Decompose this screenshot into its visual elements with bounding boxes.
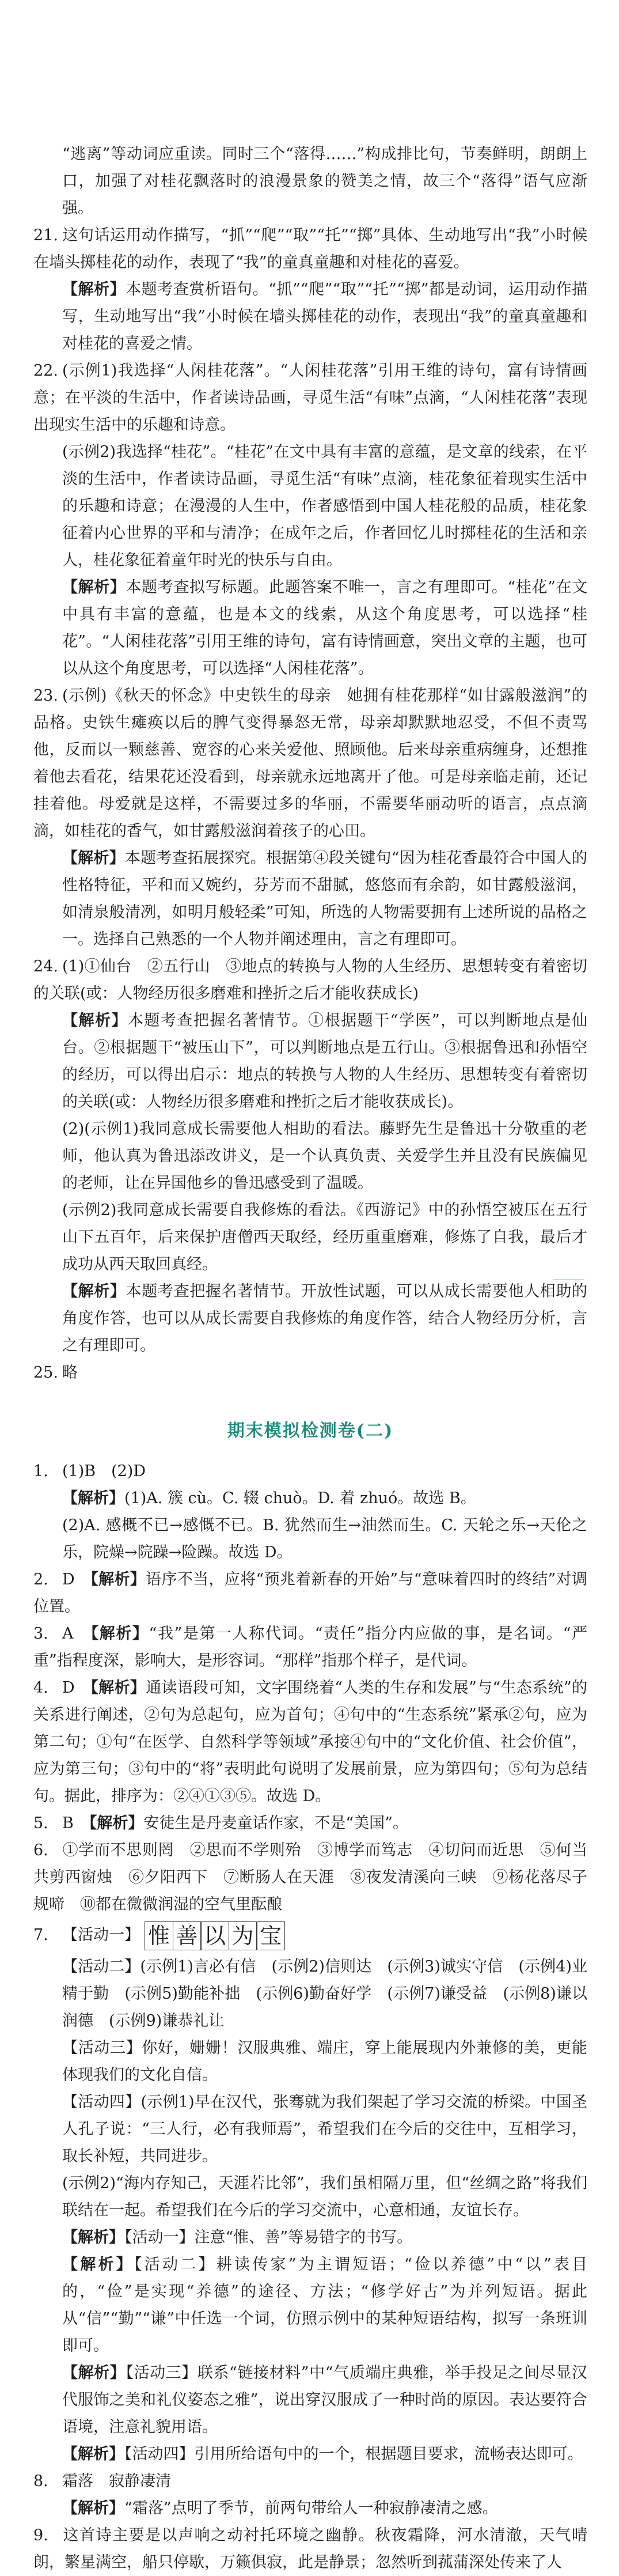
motto-char: 惟 xyxy=(145,1921,173,1950)
text-line: (2)A. 感概不已→感慨不已。B. 犹然而生→油然而生。C. 天轮之乐→天伦之乐，院燥→院躁→险躁。故选 D。 xyxy=(62,1516,587,1561)
activity-4: 【活动四】(示例1)早在汉代，张骞就为我们架起了学习交流的桥梁。中国圣人孔子说：“三人行，必有我师焉”，希望我们在今后的交往中，互相学习，取长补短，共同进步。 xyxy=(62,2093,587,2165)
question-22: 22. (示例1)我选择“人闲桂花落”。“人闲桂花落”引用王维的诗句，富有诗情画意；在平淡的生活中，作者读诗品画，寻觅生活“有味”点滴，“人闲桂花落”表现出现实生活中的乐趣和诗意。 xyxy=(33,362,587,434)
text-line: (2)(示例1)我同意成长需要他人相助的看法。藤野先生是鲁迅十分敬重的老师，他认真为鲁迅添改讲义，是一个认真负责、关爱学生并且没有民族偏见的老师，让在异国他乡的鲁迅感受到了温暖。 xyxy=(62,1120,587,1192)
divider xyxy=(553,1279,584,1280)
activity-3: 【活动三】你好，姗姗！汉服典雅、端庄，穿上能展现内外兼修的美，更能体现我们的文化自信。 xyxy=(62,2038,587,2084)
text-line: “逃离”等动词应重读。同时三个“落得……”构成排比句，节奏鲜明，朗朗上口，加强了对桂花飘落时的浪漫景象的赞美之情，故三个“落得”语气应渐强。 xyxy=(62,145,587,217)
analysis-7-a2: 【解析】【活动二】耕读传家”为主谓短语；“俭以养德”中“以”表目的，“俭”是实现“养德”的途径、方法；“修学好古”为并列短语。据此从“信”“勤”“谦”中任选一个词，仿照示例中的某种短语结构，拟写一条班训即可。 xyxy=(62,2255,588,2355)
motto-char: 为 xyxy=(229,1921,257,1950)
analysis-7-a4: 【解析】【活动四】引用所给语句中的一个，根据题目要求，流畅表达即可。 xyxy=(62,2445,583,2463)
question-7: 7. 【活动一】 惟 善 以 为 宝 xyxy=(33,1918,587,1953)
text-line: (示例2)我同意成长需要自我修炼的看法。《西游记》中的孙悟空被压在五行山下五百年，后来保护唐僧西天取经，经历重重磨难，修炼了自我，最后才成功从西天取回真经。 xyxy=(62,1201,587,1273)
motto-char: 以 xyxy=(200,1921,229,1950)
analysis-24: 【解析】本题考查把握名著情节。①根据题干“学医”，可以判断地点是仙台。②根据题干“被压山下”，可以判断地点是五行山。③根据鲁迅和孙悟空的经历，可以得出启示：地点的转换与人物的人生经历、思想转变有着密切的关联(或：人物经历很多磨难和挫折之后才能收获成长)。 xyxy=(62,1012,588,1111)
analysis-21: 【解析】本题考查赏析语句。“抓”“爬”“取”“托”“掷”都是动词，运用动作描写，生动地写出“我”小时候在墙头掷桂花的动作，表现出“我”的童真童趣和对桂花的喜爱之情。 xyxy=(62,281,588,353)
motto-boxes xyxy=(145,1919,284,1953)
question-24: 24. (1)①仙台 ②五行山 ③地点的转换与人物的人生经历、思想转变有着密切的关联(或：人物经历很多磨难和挫折之后才能收获成长) xyxy=(33,958,587,1003)
analysis-7-a3: 【解析】【活动三】联系“链接材料”中“气质端庄典雅，举手投足之间尽显汉代服饰之美和礼仪姿态之雅”，说出穿汉服成了一种时尚的原因。表达要符合语境，注意礼貌用语。 xyxy=(62,2363,587,2436)
analysis-22: 【解析】本题考查拟写标题。此题答案不唯一，言之有理即可。“桂花”在文中具有丰富的意蕴，也是本文的线索，从这个角度思考，可以选择“桂花”。“人闲桂花落”引用王维的诗句，富有诗情画意，突出文章的主题，也可以从这个角度思考，可以选择“人闲桂花落”。 xyxy=(62,578,588,678)
question-4: 4. D 【解析】通读语段可知，文字围绕着“人类的生存和发展”与“生态系统”的关系进行阐述，②句为总起句，应为首句；④句中的“生态系统”紧承②句，应为第二句；①句“在医学、自然科学等领域”承接④句中的“文化价值、社会价值”，应为第三句；③句中的“将”表明此句说明了发展前景，应为第四句；⑤句为总结句。据此，排序为：②④①③⑤。故选 D。 xyxy=(33,1679,588,1805)
text-line: (示例2)“海内存知己，天涯若比邻”，我们虽相隔万里，但“丝绸之路”将我们联结在一起。希望我们在今后的学习交流中，心意相通，友谊长存。 xyxy=(62,2174,587,2219)
analysis-8: 【解析】“霜落”点明了季节，前两句带给人一种寂静凄清之感。 xyxy=(62,2499,498,2517)
question-2: 2. D 【解析】语序不当，应将“预兆着新春的开始”与“意味着四时的终结”对调位置。 xyxy=(33,1571,588,1616)
analysis-24b: 【解析】本题考查把握名著情节。开放性试题，可以从成长需要他人相助的角度作答，也可以从成长需要自我修炼的角度作答，结合人物经历分析，言之有理即可。 xyxy=(62,1283,587,1355)
motto-char: 宝 xyxy=(256,1921,285,1950)
question-23: 23. (示例)《秋天的怀念》中史铁生的母亲 她拥有桂花那样“如甘露般滋润”的品格。史铁生瘫痪以后的脾气变得暴怒无常，母亲却默默地忍受，不但不责骂他，反而以一颗慈善、宽容的心来关爱他、照顾他。后来母亲重病缠身，还想推着他去看花，结果花还没看到，母亲就永远地离开了他。可是母亲临走前，还记挂着他。母爱就是这样，不需要过多的华丽，不需要华丽动听的语言，点点滴滴，如桂花的香气，如甘露般滋润着孩子的心田。 xyxy=(33,687,587,840)
question-6: 6. ①学而不思则罔 ②思而不学则殆 ③博学而笃志 ④切问而近思 ⑤何当共剪西窗烛 ⑥夕阳西下 ⑦断肠人在天涯 ⑧夜发清溪向三峡 ⑨杨花落尽子规啼 ⑩都在微微润湿的空气里酝酿 xyxy=(33,1841,587,1913)
analysis-1: 【解析】(1)A. 簇 cù。C. 辍 chuò。D. 着 zhuó。故选 B。 xyxy=(62,1489,476,1507)
text-line: (示例2)我选择“桂花”。“桂花”在文中具有丰富的意蕴，是文章的线索，在平淡的生活中，作者读诗品画，寻觅生活“有味”点滴，桂花象征着现实生活中的乐趣和诗意；在漫漫的人生中，作者感悟到中国人桂花般的品质，桂花象征着内心世界的平和与清净；在成年之后，作者回忆儿时掷桂花的生活和亲人，桂花象征着童年时光的快乐与自由。 xyxy=(62,443,587,569)
analysis-23: 【解析】本题考查拓展探究。根据第④段关键句“因为桂花香最符合中国人的性格特征，平和而又婉约，芬芳而不甜腻，悠悠而有余韵，如甘露般滋润，如清泉般清冽，如明月般轻柔”可知，所选的人物需要拥有上述所说的品格之一。选择自己熟悉的一个人物并阐述理由，言之有理即可。 xyxy=(62,849,587,948)
question-21: 21. 这句话运用动作描写，“抓”“爬”“取”“托”“掷”具体、生动地写出“我”小时候在墙头掷桂花的动作，表现了“我”的童真童趣和对桂花的喜爱。 xyxy=(33,226,587,271)
question-1: 1. (1)B (2)D xyxy=(33,1462,146,1480)
question-3: 3. A 【解析】“我”是第一人称代词。“责任”指分内应做的事，是名词。“严重”指程度深，影响大，是形容词。“那样”指那个样子，是代词。 xyxy=(33,1625,588,1670)
section-title: 期末模拟检测卷(二) xyxy=(227,1421,394,1441)
activity-2: 【活动二】(示例1)言必有信 (示例2)信则达 (示例3)诚实守信 (示例4)业精于勤 (示例5)勤能补拙 (示例6)勤奋好学 (示例7)谦受益 (示例8)谦以润德 (示例9)谦恭礼让 xyxy=(62,1957,587,2030)
question-8: 8. 霜落 寂静凄清 xyxy=(33,2472,171,2490)
motto-char: 善 xyxy=(173,1921,202,1950)
question-9: 9. 这首诗主要是以声响之动衬托环境之幽静。秋夜霜降，河水清澈，天气晴朗，繁星满空，船只停歇，万籁俱寂，此是静景；忽然听到菰蒲深处传来了人 xyxy=(33,2526,587,2571)
analysis-7-a1: 【解析】【活动一】注意“惟、善”等易错字的书写。 xyxy=(62,2228,413,2246)
question-25: 25. 略 xyxy=(33,1364,78,1382)
question-5: 5. B 【解析】安徒生是丹麦童话作家，不是“美国”。 xyxy=(33,1814,408,1832)
